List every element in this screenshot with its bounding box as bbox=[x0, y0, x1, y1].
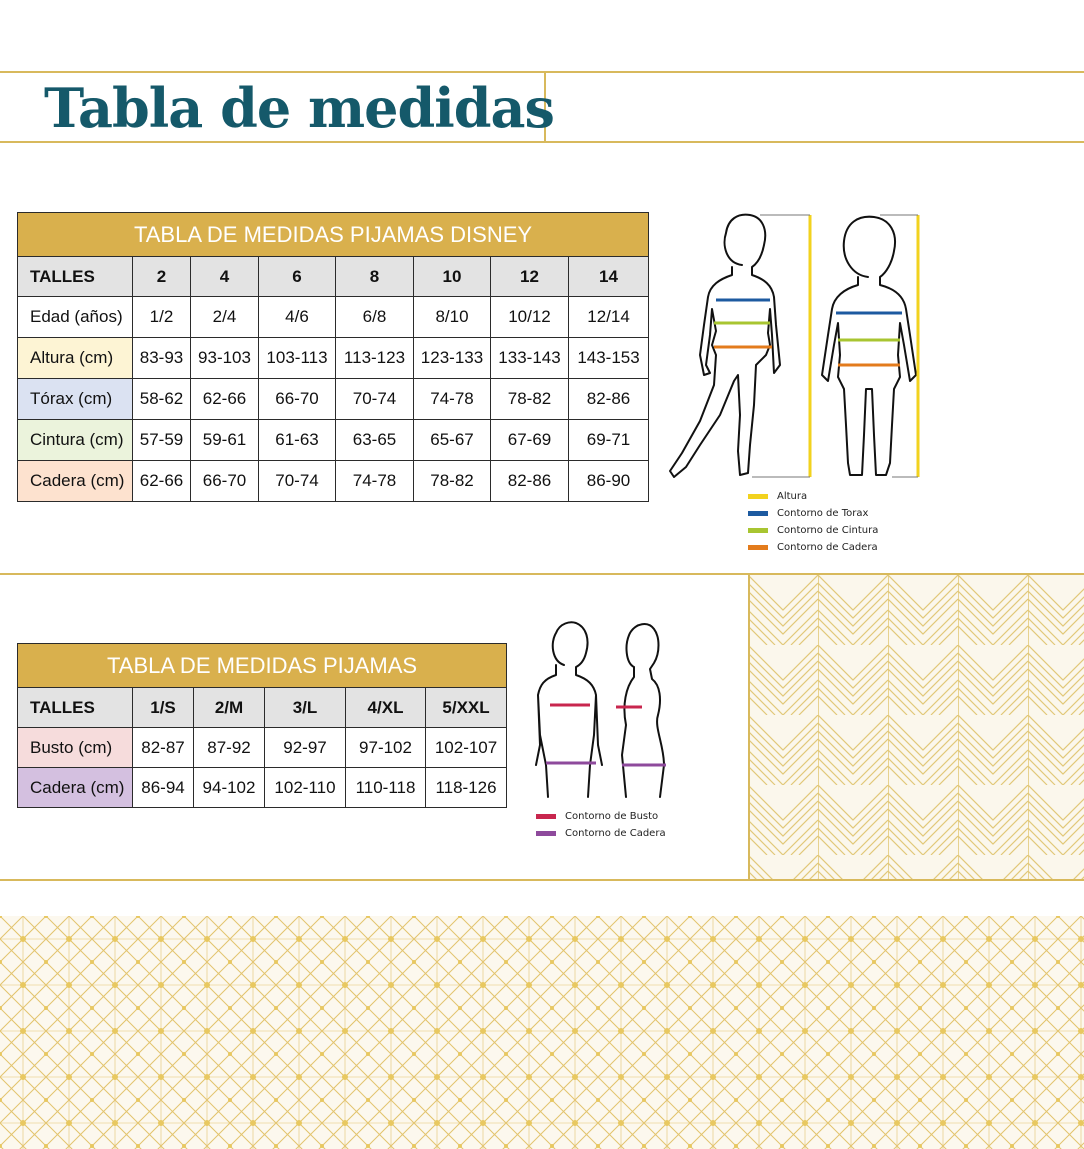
legend-item bbox=[748, 539, 878, 556]
table-cell: 66-70 bbox=[259, 379, 336, 420]
header-cell: 6 bbox=[259, 257, 336, 297]
table-row bbox=[18, 768, 507, 808]
boy-outline bbox=[822, 217, 916, 475]
table-cell: 58-62 bbox=[133, 379, 191, 420]
table-cell: 8/10 bbox=[414, 297, 491, 338]
legend-swatch bbox=[536, 831, 556, 836]
row-label: Cadera (cm) bbox=[18, 461, 133, 502]
table-row bbox=[18, 297, 649, 338]
woman-side-outline bbox=[622, 624, 664, 797]
kids-size-table bbox=[17, 212, 649, 502]
header-cell: 4 bbox=[191, 257, 259, 297]
woman-front-outline bbox=[536, 622, 602, 797]
table-cell: 62-66 bbox=[133, 461, 191, 502]
legend-label: Altura bbox=[777, 491, 808, 502]
legend-swatch bbox=[748, 511, 768, 516]
header-cell: 4/XL bbox=[346, 688, 426, 728]
legend-swatch bbox=[536, 814, 556, 819]
header-cell: 14 bbox=[569, 257, 649, 297]
table-cell: 74-78 bbox=[336, 461, 414, 502]
section-rule-bottom bbox=[0, 879, 1084, 881]
table-cell: 59-61 bbox=[191, 420, 259, 461]
table-cell: 6/8 bbox=[336, 297, 414, 338]
legend-item bbox=[536, 808, 666, 825]
title-underline bbox=[0, 141, 1084, 143]
legend-item bbox=[536, 825, 666, 842]
legend-label: Contorno de Cadera bbox=[777, 542, 878, 553]
table-cell: 118-126 bbox=[426, 768, 507, 808]
table-cell: 110-118 bbox=[346, 768, 426, 808]
legend-label: Contorno de Busto bbox=[565, 811, 659, 822]
legend-swatch bbox=[748, 545, 768, 550]
table-cell: 61-63 bbox=[259, 420, 336, 461]
table-row bbox=[18, 420, 649, 461]
table-cell: 86-90 bbox=[569, 461, 649, 502]
table-cell: 66-70 bbox=[191, 461, 259, 502]
legend-label: Contorno de Torax bbox=[777, 508, 869, 519]
adult-body-figures bbox=[530, 615, 680, 805]
table-cell: 113-123 bbox=[336, 338, 414, 379]
row-label: Cintura (cm) bbox=[18, 420, 133, 461]
table-cell: 2/4 bbox=[191, 297, 259, 338]
table-cell: 102-107 bbox=[426, 728, 507, 768]
row-label: Edad (años) bbox=[18, 297, 133, 338]
header-cell: 1/S bbox=[133, 688, 194, 728]
zigzag-pattern-panel bbox=[748, 575, 1084, 879]
legend-label: Contorno de Cadera bbox=[565, 828, 666, 839]
table-cell: 103-113 bbox=[259, 338, 336, 379]
table-cell: 93-103 bbox=[191, 338, 259, 379]
header-cell: TALLES bbox=[18, 257, 133, 297]
table-cell: 10/12 bbox=[491, 297, 569, 338]
table-cell: 78-82 bbox=[414, 461, 491, 502]
kids-table-caption: TABLA DE MEDIDAS PIJAMAS DISNEY bbox=[18, 213, 649, 257]
table-cell: 78-82 bbox=[491, 379, 569, 420]
table-cell: 82-86 bbox=[569, 379, 649, 420]
table-cell: 83-93 bbox=[133, 338, 191, 379]
table-cell: 97-102 bbox=[346, 728, 426, 768]
table-cell: 74-78 bbox=[414, 379, 491, 420]
table-row bbox=[18, 461, 649, 502]
table-row bbox=[18, 338, 649, 379]
legend-item bbox=[748, 488, 878, 505]
legend-swatch bbox=[748, 528, 768, 533]
table-cell: 133-143 bbox=[491, 338, 569, 379]
table-cell: 92-97 bbox=[265, 728, 346, 768]
header-cell: 8 bbox=[336, 257, 414, 297]
table-cell: 123-133 bbox=[414, 338, 491, 379]
table-cell: 87-92 bbox=[194, 728, 265, 768]
header-cell: TALLES bbox=[18, 688, 133, 728]
adult-size-table bbox=[17, 643, 507, 808]
row-label: Cadera (cm) bbox=[18, 768, 133, 808]
legend-swatch bbox=[748, 494, 768, 499]
header-cell: 5/XXL bbox=[426, 688, 507, 728]
row-label: Altura (cm) bbox=[18, 338, 133, 379]
header-cell: 10 bbox=[414, 257, 491, 297]
table-cell: 143-153 bbox=[569, 338, 649, 379]
table-cell: 82-87 bbox=[133, 728, 194, 768]
table-cell: 69-71 bbox=[569, 420, 649, 461]
header-cell: 2 bbox=[133, 257, 191, 297]
table-cell: 70-74 bbox=[336, 379, 414, 420]
row-label: Tórax (cm) bbox=[18, 379, 133, 420]
table-row bbox=[18, 379, 649, 420]
table-cell: 1/2 bbox=[133, 297, 191, 338]
kids-body-figures bbox=[660, 205, 960, 490]
kids-table-header-row bbox=[18, 257, 649, 297]
header-cell: 2/M bbox=[194, 688, 265, 728]
table-cell: 94-102 bbox=[194, 768, 265, 808]
table-cell: 86-94 bbox=[133, 768, 194, 808]
table-cell: 4/6 bbox=[259, 297, 336, 338]
table-cell: 12/14 bbox=[569, 297, 649, 338]
table-cell: 57-59 bbox=[133, 420, 191, 461]
table-cell: 102-110 bbox=[265, 768, 346, 808]
table-row bbox=[18, 728, 507, 768]
adult-legend bbox=[536, 808, 666, 842]
top-rule bbox=[0, 71, 1084, 73]
legend-label: Contorno de Cintura bbox=[777, 525, 879, 536]
adult-table-header-row bbox=[18, 688, 507, 728]
table-cell: 67-69 bbox=[491, 420, 569, 461]
adult-table-caption: TABLA DE MEDIDAS PIJAMAS bbox=[18, 644, 507, 688]
table-cell: 63-65 bbox=[336, 420, 414, 461]
table-cell: 82-86 bbox=[491, 461, 569, 502]
header-cell: 3/L bbox=[265, 688, 346, 728]
table-cell: 62-66 bbox=[191, 379, 259, 420]
kids-legend bbox=[748, 488, 878, 556]
page-title: Tabla de medidas bbox=[44, 76, 554, 140]
star-pattern-band bbox=[0, 916, 1084, 1149]
legend-item bbox=[748, 505, 878, 522]
table-cell: 65-67 bbox=[414, 420, 491, 461]
header-cell: 12 bbox=[491, 257, 569, 297]
legend-item bbox=[748, 522, 878, 539]
row-label: Busto (cm) bbox=[18, 728, 133, 768]
table-cell: 70-74 bbox=[259, 461, 336, 502]
